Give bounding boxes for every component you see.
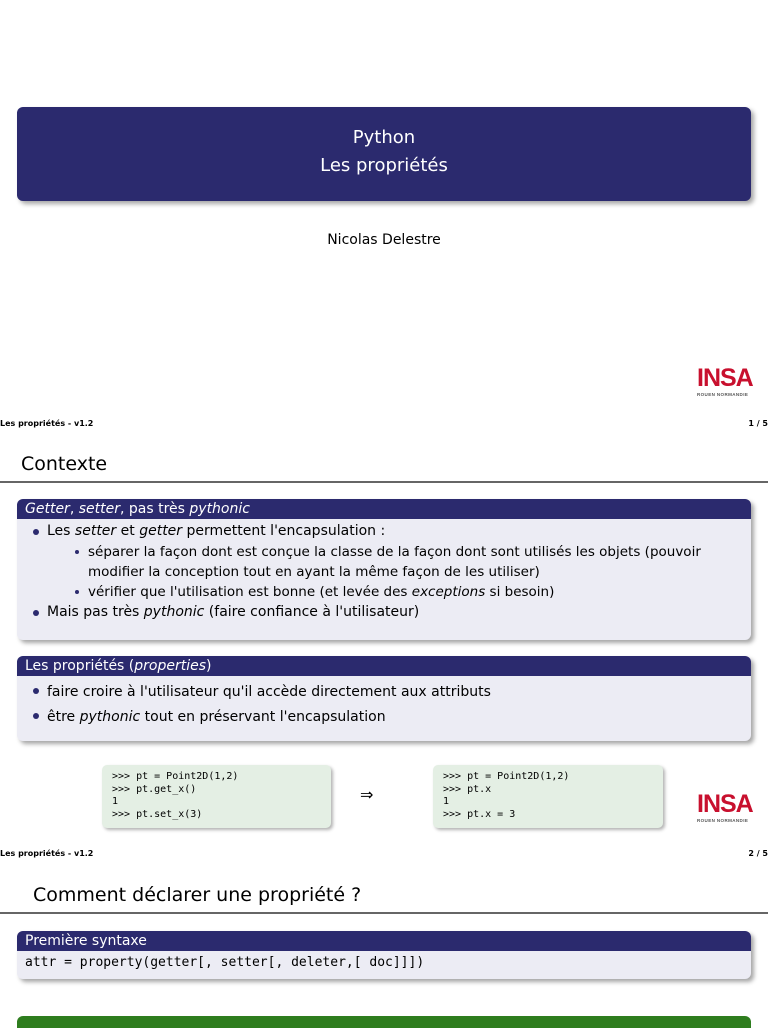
block-first-syntax bbox=[17, 931, 751, 979]
title-divider bbox=[0, 912, 768, 914]
list-item: Mais pas très pythonic (faire confiance à l'utilisateur) bbox=[25, 602, 743, 623]
insa-logo bbox=[697, 792, 753, 823]
code-example-getter-setter: >>> pt = Point2D(1,2) >>> pt.get_x() 1 >>> pt.set_x(3) bbox=[102, 765, 331, 828]
block-properties bbox=[17, 656, 751, 741]
footer-page-number: 1 / 5 bbox=[748, 419, 768, 428]
list-item: être pythonic tout en préservant l'encapsulation bbox=[25, 705, 743, 730]
implies-arrow: ⇒ bbox=[360, 785, 374, 804]
list-item: Les setter et getter permettent l'encapsulation : séparer la façon dont est conçue la classe de la façon dont sont utilisés les objets (pouvoir modifier la conception tout en ayant la même façon de les utiliser) vérifier que l'utilisation est bonne (et levée des exceptions si besoin) bbox=[25, 521, 743, 602]
code-example-property: >>> pt = Point2D(1,2) >>> pt.x 1 >>> pt.x = 3 bbox=[433, 765, 663, 828]
sub-list-item: séparer la façon dont est conçue la classe de la façon dont sont utilisés les objets (pouvoir modifier la conception tout en ayant la même façon de les utiliser) bbox=[75, 542, 743, 582]
frame-title: Comment déclarer une propriété ? bbox=[33, 884, 362, 906]
block-getter-setter bbox=[17, 499, 751, 640]
block-title: Première syntaxe bbox=[17, 931, 751, 951]
insa-logo-subtext: ROUEN NORMANDIE bbox=[697, 818, 749, 823]
footer-left: Les propriétés - v1.2 bbox=[0, 419, 94, 428]
list-item: faire croire à l'utilisateur qu'il accède directement aux attributs bbox=[25, 680, 743, 705]
footer-page-number: 2 / 5 bbox=[748, 849, 768, 858]
block-title: Getter, setter, pas très pythonic bbox=[17, 499, 751, 519]
syntax-code: attr = property(getter[, setter[, deleter,[ doc]]]) bbox=[25, 955, 425, 970]
footer-left: Les propriétés - v1.2 bbox=[0, 849, 94, 858]
block-title: Les propriétés (properties) bbox=[17, 656, 751, 676]
title-divider bbox=[0, 481, 768, 483]
sub-list-item: vérifier que l'utilisation est bonne (et levée des exceptions si besoin) bbox=[75, 582, 743, 602]
presentation-title: Python bbox=[352, 127, 416, 148]
title-box bbox=[17, 107, 751, 201]
insa-logo-subtext: ROUEN NORMANDIE bbox=[697, 392, 749, 397]
partial-example-block bbox=[17, 1016, 751, 1028]
author-name: Nicolas Delestre bbox=[327, 232, 441, 248]
insa-logo-text: INSA bbox=[697, 364, 753, 392]
presentation-subtitle: Les propriétés bbox=[320, 155, 448, 176]
insa-logo bbox=[697, 366, 753, 397]
frame-title: Contexte bbox=[21, 453, 108, 475]
insa-logo-text: INSA bbox=[697, 790, 753, 818]
